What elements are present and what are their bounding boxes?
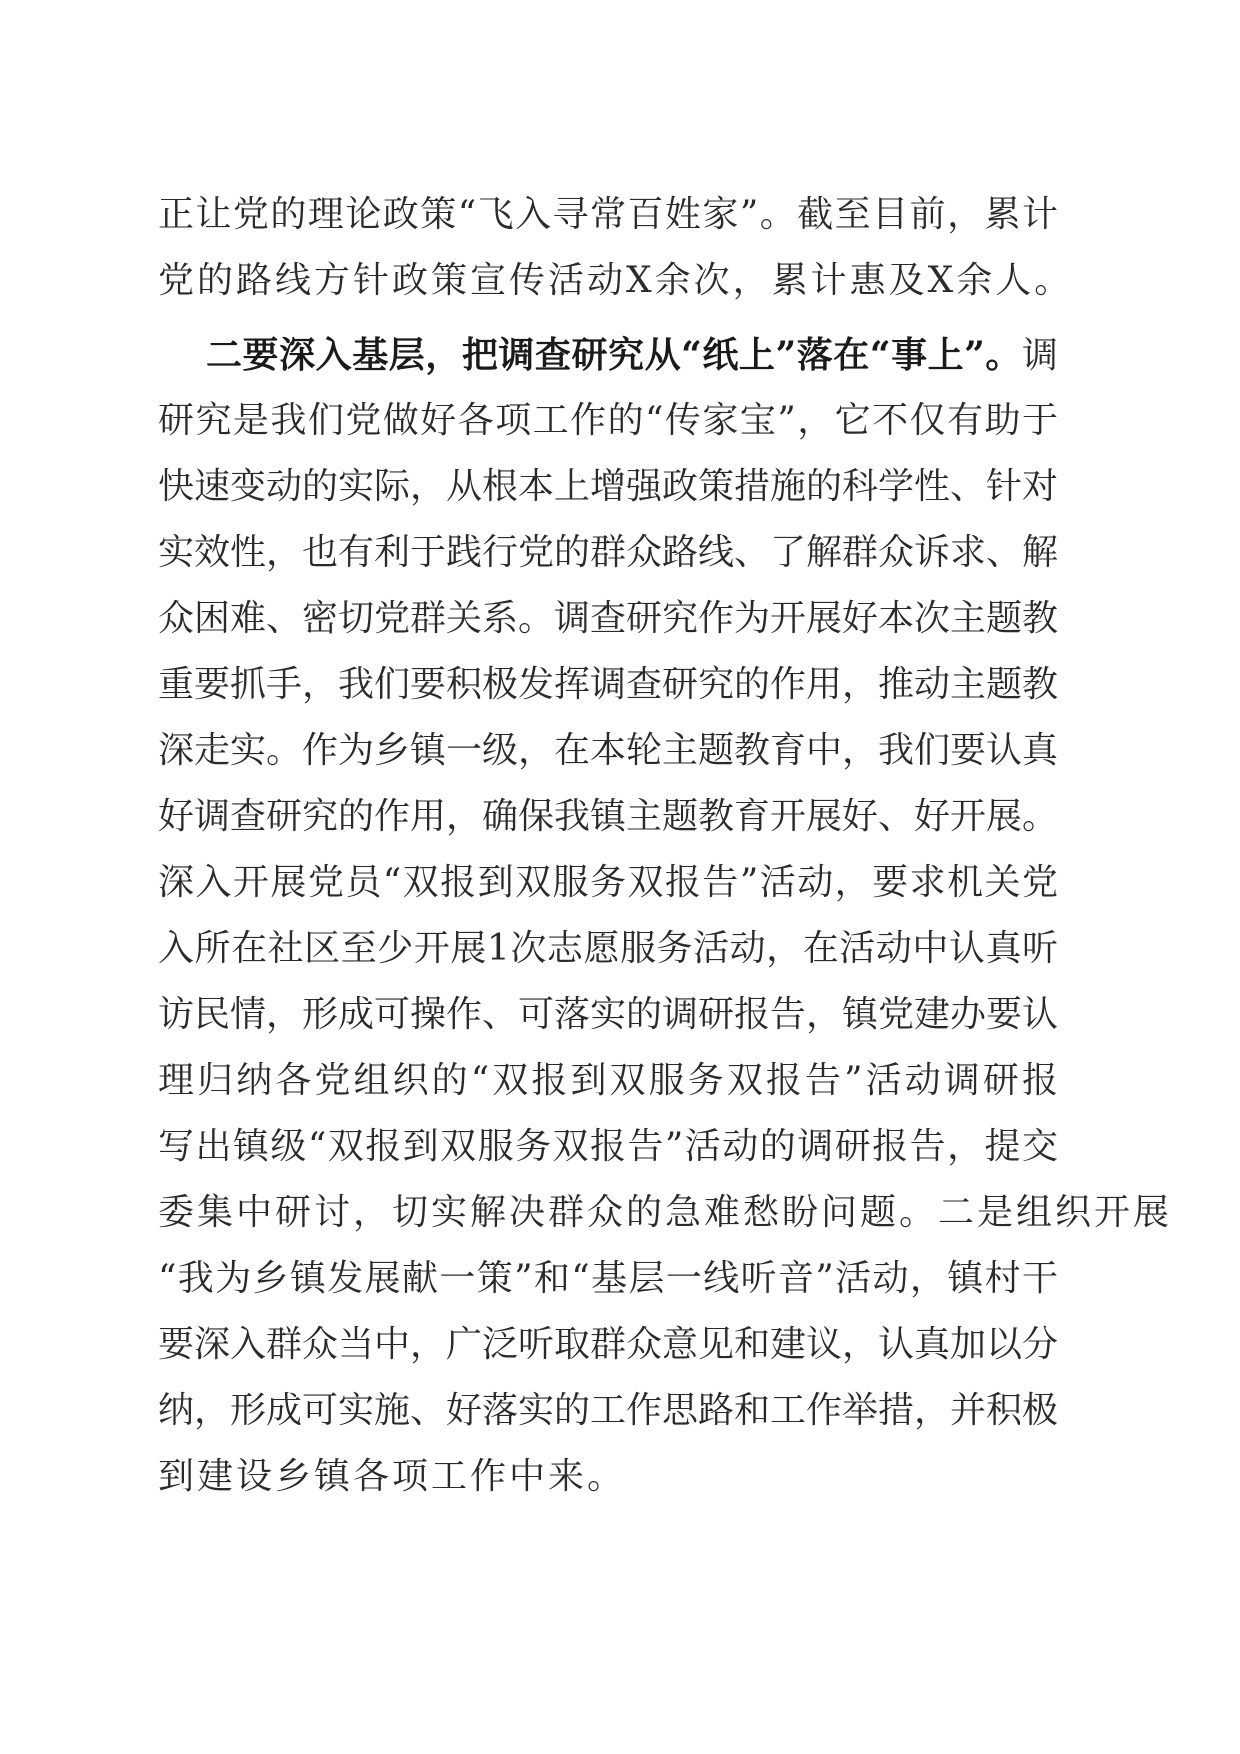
paragraph-2-line-7: 深走实。作为乡镇一级，在本轮主题教育中，我们要认真 bbox=[158, 730, 1058, 771]
paragraph-2-line-8: 好调查研究的作用，确保我镇主题教育开展好、好开展。 bbox=[158, 796, 1058, 837]
paragraph-2-line-10: 入所在社区至少开展1次志愿服务活动，在活动中认真听 bbox=[158, 928, 1058, 969]
paragraph-2-line-12: 理归纳各党组织的“双报到双服务双报告”活动调研报 bbox=[158, 1060, 1058, 1101]
paragraph-gap bbox=[158, 314, 1058, 322]
paragraph-2-line-1 bbox=[158, 322, 1058, 388]
paragraph-2-line-2: 研究是我们党做好各项工作的“传家宝”，它不仅有助于 bbox=[158, 400, 1058, 441]
paragraph-1-line-2: 党的路线方针政策宣传活动X余次，累计惠及X余人。 bbox=[158, 260, 1074, 301]
paragraph-2-line-16: 要深入群众当中，广泛听取群众意见和建议，认真加以分 bbox=[158, 1324, 1058, 1365]
paragraph-2-line-13: 写出镇级“双报到双服务双报告”活动的调研报告，提交 bbox=[158, 1126, 1058, 1167]
paragraph-2-line-3: 快速变动的实际，从根本上增强政策措施的科学性、针对 bbox=[158, 466, 1058, 507]
paragraph-2-first-line-rest: 调 bbox=[1021, 335, 1058, 376]
paragraph-2-line-14: 委集中研讨，切实解决群众的急难愁盼问题。二是组织开展 bbox=[158, 1192, 1173, 1233]
paragraph-2-line-4: 实效性，也有利于践行党的群众路线、了解群众诉求、解 bbox=[158, 532, 1058, 573]
paragraph-2-line-15: “我为乡镇发展献一策”和“基层一线听音”活动，镇村干 bbox=[158, 1258, 1058, 1299]
paragraph-2-line-18: 到建设乡镇各项工作中来。 bbox=[158, 1456, 627, 1497]
paragraph-1-line-1: 正让党的理论政策“飞入寻常百姓家”。截至目前，累计 bbox=[158, 194, 1058, 235]
paragraph-2-line-5: 众困难、密切党群关系。调查研究作为开展好本次主题教 bbox=[158, 598, 1058, 639]
paragraph-2-line-6: 重要抓手，我们要积极发挥调查研究的作用，推动主题教 bbox=[158, 664, 1058, 705]
paragraph-2-line-9: 深入开展党员“双报到双服务双报告”活动，要求机关党 bbox=[158, 862, 1058, 903]
paragraph-2-line-17: 纳，形成可实施、好落实的工作思路和工作举措，并积极 bbox=[158, 1390, 1058, 1431]
paragraph-2-line-11: 访民情，形成可操作、可落实的调研报告，镇党建办要认 bbox=[158, 994, 1058, 1035]
document-body bbox=[158, 182, 1173, 1510]
paragraph-2-heading: 二要深入基层，把调查研究从“纸上”落在“事上”。 bbox=[206, 334, 1022, 376]
